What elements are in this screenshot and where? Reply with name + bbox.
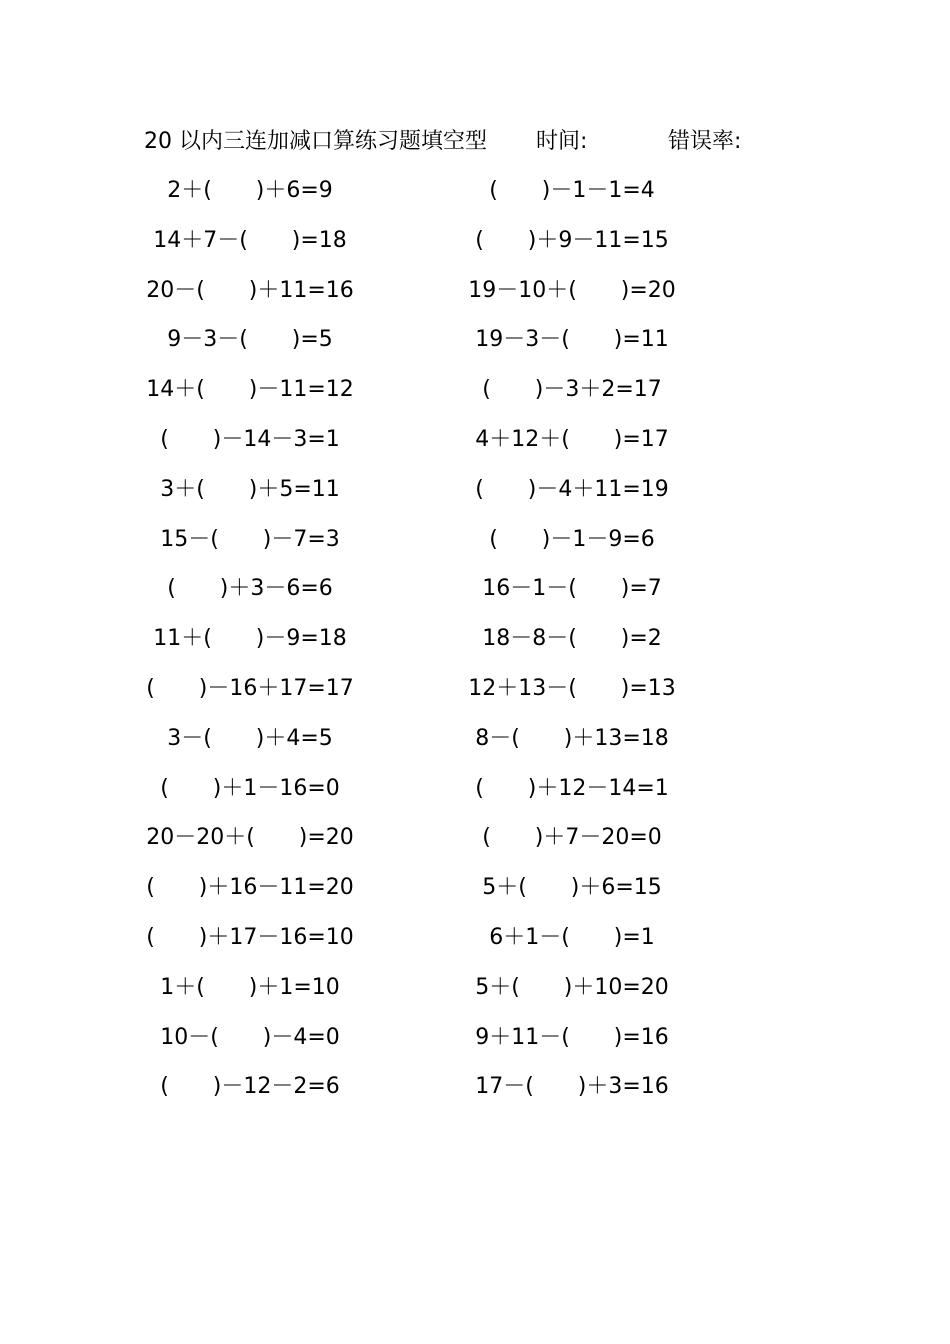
problem-left: 1＋( )＋1=10 [160, 974, 340, 1000]
problem-right: 6＋1－( )=1 [489, 924, 655, 950]
problem-left: 3－( )＋4=5 [167, 725, 333, 751]
problem-left: ( )－16＋17=17 [146, 675, 354, 701]
problem-left: ( )＋17－16=10 [146, 924, 354, 950]
problem-row [0, 315, 950, 365]
problem-left: ( )－12－2=6 [160, 1074, 340, 1100]
problem-right: 17－( )＋3=16 [475, 1074, 669, 1100]
problem-left: 11＋( )－9=18 [153, 626, 347, 652]
problem-right: 16－1－( )=7 [482, 576, 662, 602]
problem-right: 12＋13－( )=13 [468, 675, 676, 701]
problem-right: 18－8－( )=2 [482, 626, 662, 652]
problem-row [0, 266, 950, 316]
problem-right: 5＋( )＋6=15 [482, 875, 662, 901]
problem-row [0, 166, 950, 216]
worksheet-title: 20 以内三连加减口算练习题填空型 [144, 129, 487, 154]
problem-row [0, 764, 950, 814]
problem-right: ( )－1－1=4 [489, 178, 655, 203]
problem-left: ( )－14－3=1 [160, 426, 340, 452]
problem-right: 5＋( )＋10=20 [475, 974, 669, 1000]
problem-row [0, 365, 950, 415]
problem-row [0, 863, 950, 913]
problem-left: 14＋( )－11=12 [146, 377, 354, 403]
problem-left: 10－( )－4=0 [160, 1024, 340, 1050]
problem-right: ( )＋9－11=15 [475, 227, 669, 253]
problem-list [0, 166, 950, 1112]
problem-right: ( )－4＋11=19 [475, 476, 669, 502]
problem-row [0, 415, 950, 465]
problem-row [0, 564, 950, 614]
problem-left: ( )＋16－11=20 [146, 875, 354, 901]
problem-right: ( )＋7－20=0 [482, 825, 662, 851]
problem-right: ( )－3＋2=17 [482, 377, 662, 403]
problem-left: 2＋( )＋6=9 [167, 178, 333, 203]
problem-row [0, 963, 950, 1013]
problem-left: 20－20＋( )=20 [146, 825, 354, 851]
problem-row [0, 614, 950, 664]
problem-right: 19－3－( )=11 [475, 327, 669, 353]
problem-right: 9＋11－( )=16 [475, 1024, 669, 1050]
problem-right: 19－10＋( )=20 [468, 277, 676, 303]
problem-left: 9－3－( )=5 [167, 327, 333, 353]
problem-row [0, 1013, 950, 1063]
error-rate-label: 错误率: [668, 129, 742, 154]
problem-left: 3＋( )＋5=11 [160, 476, 340, 502]
problem-right: 8－( )＋13=18 [475, 725, 669, 751]
problem-right: ( )＋12－14=1 [475, 775, 669, 801]
problem-left: ( )＋3－6=6 [167, 576, 333, 602]
problem-right: ( )－1－9=6 [489, 526, 655, 552]
problem-right: 4＋12＋( )=17 [475, 426, 669, 452]
problem-row [0, 515, 950, 565]
problem-left: 20－( )＋11=16 [146, 277, 354, 303]
problem-row [0, 664, 950, 714]
problem-row [0, 465, 950, 515]
problem-row [0, 1062, 950, 1112]
problem-left: 15－( )－7=3 [160, 526, 340, 552]
worksheet-header [144, 124, 784, 160]
problem-row [0, 714, 950, 764]
problem-left: 14＋7－( )=18 [153, 227, 347, 253]
problem-row [0, 913, 950, 963]
time-label: 时间: [536, 129, 588, 154]
problem-row [0, 216, 950, 266]
problem-row [0, 813, 950, 863]
problem-left: ( )＋1－16=0 [160, 775, 340, 801]
